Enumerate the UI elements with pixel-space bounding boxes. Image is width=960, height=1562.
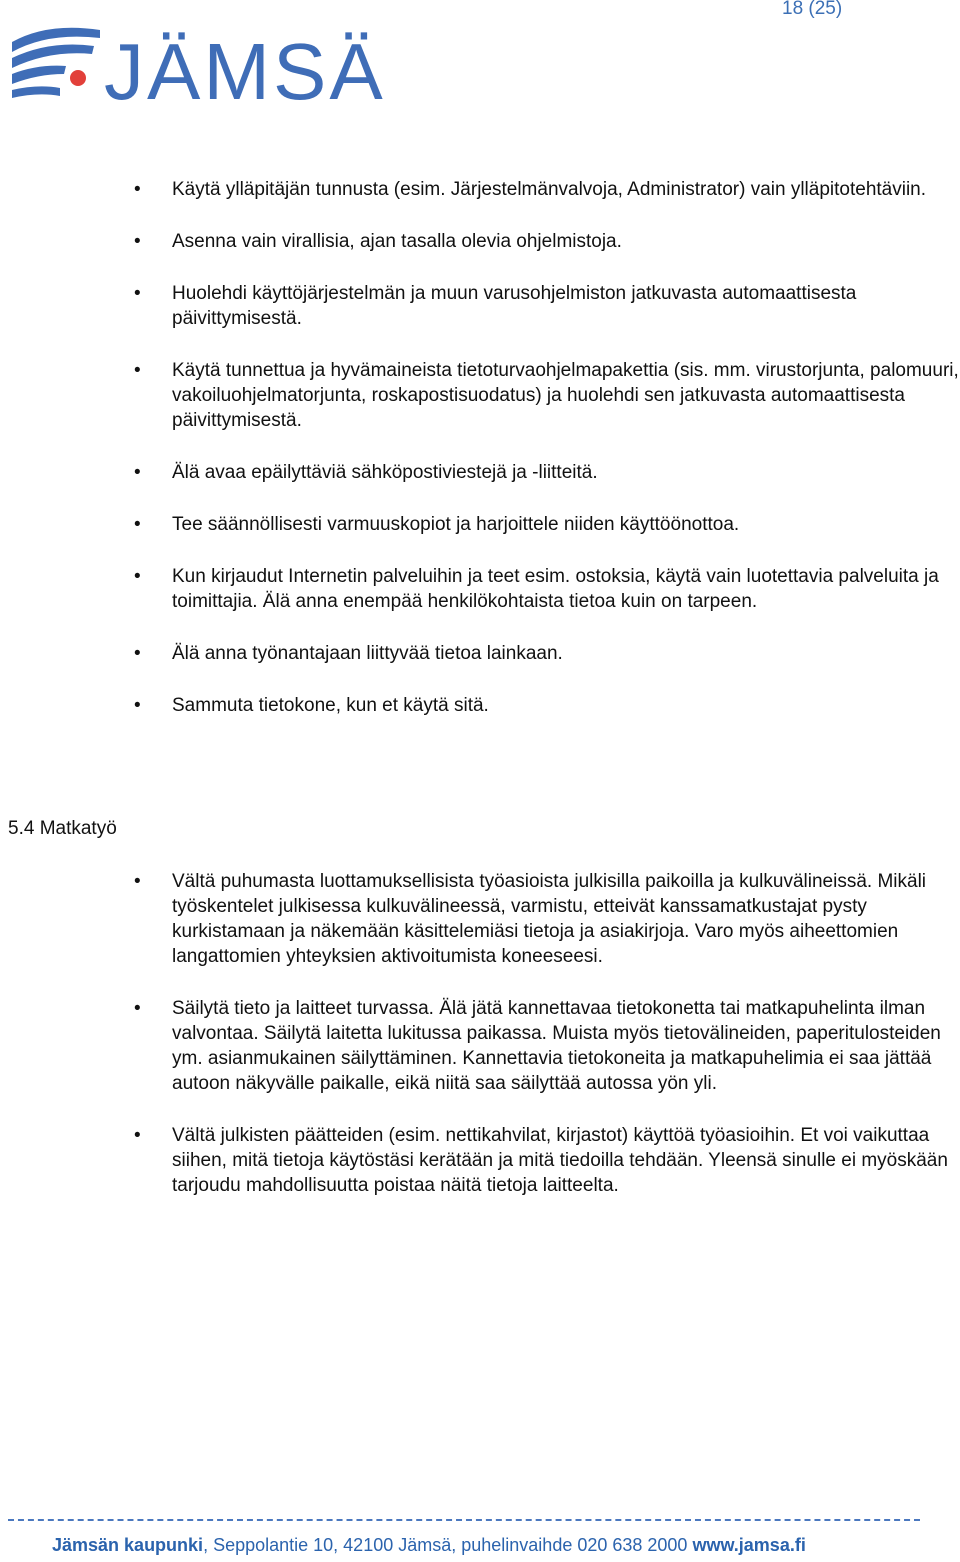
list-item: • Älä anna työnantajaan liittyvää tietoa lainkaan. xyxy=(0,641,960,666)
footer-divider xyxy=(8,1519,920,1521)
page-number: 18 (25) xyxy=(782,0,843,19)
list-item: • Asenna vain virallisia, ajan tasalla olevia ohjelmistoja. xyxy=(0,229,960,254)
jamsa-logo xyxy=(8,18,386,116)
list-item: • Sammuta tietokone, kun et käytä sitä. xyxy=(0,693,960,718)
logo-wordmark: JÄMSÄ xyxy=(104,27,386,116)
section-heading: 5.4 Matkatyö xyxy=(8,818,117,839)
logo-emblem-icon xyxy=(8,18,118,106)
footer xyxy=(52,1535,806,1556)
list-item: • Käytä ylläpitäjän tunnusta (esim. Järjestelmänvalvoja, Administrator) vain ylläpitotehtäviin. xyxy=(0,177,960,202)
list-item: • Älä avaa epäilyttäviä sähköpostiviestejä ja -liitteitä. xyxy=(0,460,960,485)
list-item: • Vältä julkisten päätteiden (esim. nettikahvilat, kirjastot) käyttöä työasioihin. Et voi vaikuttaa siihen, mitä tietoja käytöstäsi kerätään ja mitä tiedoilla tehdään. Yleensä sinulle ei myöskään tarjoudu mahdollisuutta poistaa näitä tietoja laitteelta. xyxy=(0,1123,960,1198)
list-item: • Tee säännöllisesti varmuuskopiot ja harjoittele niiden käyttöönottoa. xyxy=(0,512,960,537)
footer-address: , Seppolantie 10, 42100 Jämsä, puhelinvaihde 020 638 2000 xyxy=(203,1535,693,1555)
list-item: • Kun kirjaudut Internetin palveluihin ja teet esim. ostoksia, käytä vain luotettavia palveluita ja toimittajia. Älä anna enempää henkilökohtaista tietoa kuin on tarpeen. xyxy=(0,564,960,614)
security-tips-list xyxy=(0,177,960,745)
list-item: • Käytä tunnettua ja hyvämaineista tietoturvaohjelmapakettia (sis. mm. virustorjunta, palomuuri, vakoiluohjelmatorjunta, roskapostisuodatus) ja huolehdi sen jatkuvasta automaattisesta päivittymisestä. xyxy=(0,358,960,433)
footer-url[interactable]: www.jamsa.fi xyxy=(692,1535,806,1555)
list-item: • Huolehdi käyttöjärjestelmän ja muun varusohjelmiston jatkuvasta automaattisesta päivittymisestä. xyxy=(0,281,960,331)
travel-work-list xyxy=(0,869,960,1225)
list-item: • Säilytä tieto ja laitteet turvassa. Älä jätä kannettavaa tietokonetta tai matkapuhelinta ilman valvontaa. Säilytä laitetta lukitussa paikassa. Muista myös tietovälineiden, paperitulosteiden ym. asianmukainen säilyttäminen. Kannettavia tietokoneita ja matkapuhelimia ei saa jättää autoon näkyvälle paikalle, eikä niitä saa säilyttää autossa yön yli. xyxy=(0,996,960,1096)
footer-org: Jämsän kaupunki xyxy=(52,1535,204,1555)
list-item: • Vältä puhumasta luottamuksellisista työasioista julkisilla paikoilla ja kulkuvälineissä. Mikäli työskentelet julkisessa kulkuvälineessä, varmistu, etteivät kanssamatkustajat pysty kurkistamaan ja näkemään käsittelemiäsi tietoja ja asiakirjoja. Varo myös aiheettomien langattomien yhteyksien aktivoitumista koneeseesi. xyxy=(0,869,960,969)
